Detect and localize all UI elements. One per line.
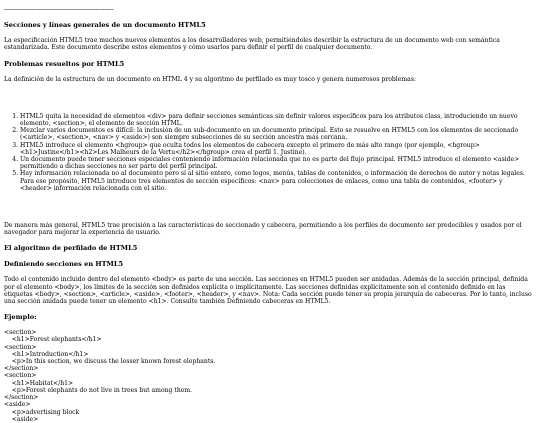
list-item: 1. HTML5 quita la necesidad de elementos <div> para definir secciones semánticas sin definir valores específicos para los atributos class, introduciendo un nuevo elemento, <section>, el elemento de sección HTML. bbox=[20, 113, 536, 127]
document-title: Secciones y líneas generales de un documento HTML5 bbox=[4, 21, 206, 30]
list-item: 5. Hay información relacionada no al documento pero sí al sitio entero, como logos, menús, tablas de contenidos, o información de derechos de autor y notas legales. Para ese propósito, HTML5 introduce tres elementos de sección específicos: <nav> para colecciones de enlaces, como una tabla de contenidos, <footer> y <header> información relacionada con el sitio. bbox=[20, 170, 536, 192]
list-item: 3. HTML5 introduce el elemento <hgroup> que oculta todos los elementos de cabecera excepto el primero de más alto rango (por ejemplo, <hgroup><h1>Justine</h1><h2>Les Malheurs de la Vertu</h2></hgroup> crea el perfil 1. Justine). bbox=[20, 142, 536, 156]
code-line: <h1>Habitat</h1> bbox=[4, 379, 74, 387]
code-line: <aside> bbox=[4, 415, 39, 423]
problems-heading: Problemas resueltos por HTML5 bbox=[4, 59, 125, 68]
code-line: <section> bbox=[4, 372, 37, 380]
code-line: <p>Forest elephants do not live in trees but among them. bbox=[4, 386, 193, 394]
code-line: <h1>Introduction</h1> bbox=[4, 350, 89, 358]
defining-paragraph: Todo el contenido incluido dentro del elemento <body> es parte de una sección. Las secciones en HTML5 pueden ser anidadas. Además de la sección principal, definida por el elemento <body>, los límites de la sección son definidos explícita o implícitamente. Las secciones definidas explícitamente son el contenido definido en las etiquetas <body>, <section>, <article>, <aside>, <footer>, <header>, y <nav>. Nota: Cada sección puede tener su propia jerarquía de cabeceras. Por lo tanto, incluso una sección anidada puede tener un elemento <h1>. Consulte también Definiendo cabeceras en HTML5. bbox=[4, 276, 532, 306]
code-example bbox=[4, 329, 536, 423]
code-line: <p>advertising block bbox=[4, 408, 80, 416]
code-line: <p>In this section, we discuss the lesser known forest elephants. bbox=[4, 358, 216, 366]
summary-paragraph: De manera más general, HTML5 trae precisión a las características de seccionado y cabecera, permitiendo a los perfiles de documento ser predecibles y usados por el navegador para mejorar la experiencia de usuario. bbox=[4, 222, 522, 237]
list-item: 4. Un documento puede tener secciones especiales conteniendo información relacionada que no es parte del flujo principal. HTML5 introduce el elemento <aside> permitiendo a dichas secciones no ser parte del perfil principal. bbox=[20, 156, 536, 170]
spacer bbox=[4, 91, 536, 113]
code-line: <aside> bbox=[4, 401, 31, 409]
code-line: <h1>Forest elephants</h1> bbox=[4, 336, 102, 344]
example-heading: Ejemplo: bbox=[4, 313, 37, 322]
problems-list bbox=[4, 113, 536, 192]
problems-intro: La definición de la estructura de un documento en HTML 4 y su algoritmo de perfilado es muy tosco y genera numerosos problemas: bbox=[4, 75, 416, 83]
defining-heading: Definiendo secciones en HTML5 bbox=[4, 260, 124, 269]
code-line: </section> bbox=[4, 365, 39, 373]
algorithm-heading: El algoritmo de perfilado de HTML5 bbox=[4, 244, 138, 253]
intro-paragraph: La especificación HTML5 trae muchos nuevos elementos a los desarrolladores web, permitiéndoles describir la estructura de un documento web con semántica estandarizada. Este documento describe estos elementos y cómo usarlos para definir el perfil de cualquier documento. bbox=[4, 37, 500, 52]
list-item: 2. Mezclar varios documentos es difícil: la inclusión de un sub-documento en un documento principal. Esto se resuelve en HTML5 con los elementos de seccionado (<article>, <section>, <nav> y <aside>) son siempre subsecciones de su sección ancestra más cercana. bbox=[20, 127, 536, 141]
code-line: <section> bbox=[4, 329, 37, 337]
separator-line: ------------------------------------------------------------ bbox=[4, 6, 114, 13]
spacer bbox=[4, 200, 536, 222]
code-line: <section> bbox=[4, 343, 37, 351]
code-line: </section> bbox=[4, 394, 39, 402]
